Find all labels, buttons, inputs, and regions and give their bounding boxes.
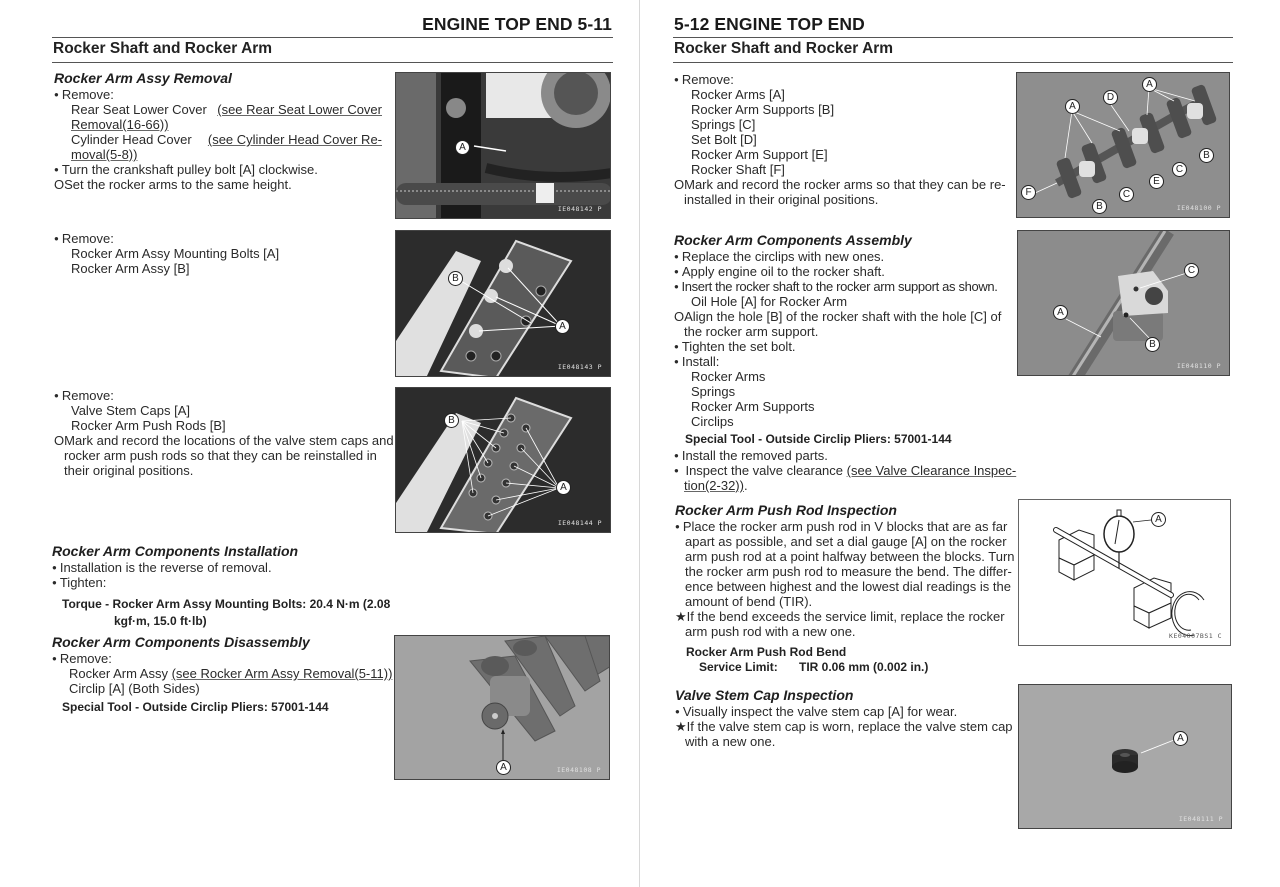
step-bullet: ● Tighten the set bolt. — [674, 339, 1004, 354]
step-bullet: ● Tighten: — [52, 575, 392, 590]
step-item: Circlip [A] (Both Sides) — [69, 681, 200, 696]
spec-row — [675, 660, 1005, 675]
callout-e: E — [1149, 174, 1164, 189]
note-line: OSet the rocker arms to the same height. — [54, 177, 292, 192]
callout-c: C — [1119, 187, 1134, 202]
figure-valve-caps-push-rods — [395, 387, 611, 533]
note-line: their original positions. — [64, 463, 194, 478]
photo-valve-train — [396, 388, 611, 533]
section-heading: Rocker Arm Components Disassembly — [52, 634, 310, 650]
callout-b: B — [444, 413, 459, 428]
step-item: Circlips — [691, 414, 734, 429]
step-item: tion(2-32)). — [684, 478, 748, 493]
step-bullet: ● Remove: — [54, 87, 382, 102]
star-note: ★If the valve stem cap is worn, replace the valve stem cap — [675, 719, 1013, 734]
step-item: Rocker Arm Assy (see Rocker Arm Assy Removal(5-11)) — [69, 666, 393, 681]
paragraph-line: apart as possible, and set a dial gauge [A] on the rocker — [685, 534, 1007, 549]
callout-a: A — [1142, 77, 1157, 92]
figure-id: IE048143 P — [557, 363, 602, 371]
section-heading: Rocker Arm Components Installation — [52, 543, 299, 559]
callout-b: B — [1092, 199, 1107, 214]
callout-c: C — [1172, 162, 1187, 177]
push-rod-inspection-section — [675, 502, 1015, 675]
step-item: Rocker Shaft [F] — [691, 162, 785, 177]
step-item: Valve Stem Caps [A] — [71, 403, 190, 418]
figure-circlip — [394, 635, 610, 780]
paragraph-line: ence between highest and the lowest dial readings is the — [685, 579, 1011, 594]
figure-rocker-shaft-parts — [1016, 72, 1230, 218]
figure-id: IE048108 P — [556, 766, 601, 774]
figure-id: KE04007BS1 C — [1169, 632, 1222, 640]
spec-label: Service Limit: — [699, 660, 778, 674]
components-disassembly-section — [52, 634, 392, 716]
callout-a: A — [1053, 305, 1068, 320]
figure-push-rod-bend-diagram — [1018, 499, 1231, 646]
note-line: OMark and record the locations of the valve stem caps and — [54, 433, 394, 448]
cross-reference-link[interactable]: (see Cylinder Head Cover Re- — [207, 132, 382, 147]
note-line: the rocker arm support. — [684, 324, 819, 339]
step-bullet: ● Apply engine oil to the rocker shaft. — [674, 264, 1004, 279]
figure-id: IE048111 P — [1178, 815, 1223, 823]
figure-id: IE048110 P — [1176, 362, 1221, 370]
callout-a: A — [555, 319, 570, 334]
paragraph-line: amount of bend (TIR). — [685, 594, 813, 609]
page-header: ENGINE TOP END 5-11 — [422, 14, 612, 34]
step-item: Cylinder Head Cover (see Cylinder Head Cover Re- — [71, 132, 382, 147]
callout-a: A — [1151, 512, 1166, 527]
step-item: Rocker Arm Support [E] — [691, 147, 828, 162]
step-bullet: ● Remove: — [674, 72, 1004, 87]
step-bullet: ● Remove: — [54, 388, 382, 403]
paragraph-line: the rocker arm push rod to measure the bend. The differ- — [685, 564, 1012, 579]
figure-id: IE048144 P — [557, 519, 602, 527]
star-note: arm push rod with a new one. — [685, 624, 856, 639]
section-heading: Rocker Arm Push Rod Inspection — [675, 502, 897, 518]
right-page — [640, 0, 1280, 887]
special-tool: Special Tool - Outside Circlip Pliers: 57001-144 — [685, 432, 952, 446]
step-item: Rocker Arm Assy Mounting Bolts [A] — [71, 246, 280, 261]
star-note: ★If the bend exceeds the service limit, replace the rocker — [675, 609, 1005, 624]
callout-a: A — [455, 140, 470, 155]
cross-reference-link[interactable]: (see Valve Clearance Inspec- — [846, 463, 1017, 478]
cross-reference-link[interactable]: moval(5-8)) — [71, 147, 138, 162]
spec-value: TIR 0.06 mm (0.002 in.) — [799, 660, 929, 674]
step-bullet: ● Turn the crankshaft pulley bolt [A] clockwise. — [54, 162, 382, 177]
figure-valve-stem-cap — [1018, 684, 1232, 829]
photo-cylinder-head — [396, 231, 611, 377]
step-item: Rocker Arm Supports [B] — [691, 102, 835, 117]
callout-a: A — [496, 760, 511, 775]
cross-reference-link[interactable]: (see Rocker Arm Assy Removal(5-11)) — [171, 666, 393, 681]
torque-spec: Torque - Rocker Arm Assy Mounting Bolts: 20.4 N·m (2.08 — [62, 597, 391, 611]
callout-b: B — [448, 271, 463, 286]
step-item: Rocker Arm Assy [B] — [71, 261, 190, 276]
callout-c: C — [1184, 263, 1199, 278]
callout-a: A — [1173, 731, 1188, 746]
special-tool: Special Tool - Outside Circlip Pliers: 57001-144 — [62, 700, 329, 714]
section-heading: Valve Stem Cap Inspection — [675, 687, 854, 703]
step-bullet: ● Remove: — [52, 651, 392, 666]
section-heading: Rocker Arm Components Assembly — [674, 232, 912, 248]
components-installation-section — [52, 543, 392, 630]
torque-spec: kgf·m, 15.0 ft·lb) — [114, 614, 207, 628]
step-item: Springs — [691, 384, 736, 399]
step-bullet: ● Remove: — [54, 231, 382, 246]
figure-mounting-bolts — [395, 230, 611, 377]
remove-caps-section — [54, 388, 394, 478]
step-item: Rear Seat Lower Cover (see Rear Seat Lower Cover — [71, 102, 382, 117]
note-line: installed in their original positions. — [684, 192, 879, 207]
step-item: Oil Hole [A] for Rocker Arm — [691, 294, 848, 309]
figure-id: IE048100 P — [1176, 204, 1221, 212]
note-line: OAlign the hole [B] of the rocker shaft with the hole [C] of — [674, 309, 1002, 324]
header-rule — [52, 37, 613, 38]
remove-bolts-section — [54, 231, 382, 276]
step-item: Rocker Arms — [691, 369, 766, 384]
callout-b: B — [1145, 337, 1160, 352]
photo-valve-stem-cap — [1019, 685, 1232, 829]
step-item: Rocker Arm Supports — [691, 399, 815, 414]
components-assembly-section — [674, 232, 1017, 493]
step-bullet: ● Installation is the reverse of removal. — [52, 560, 392, 575]
figure-rocker-arm-support — [1017, 230, 1230, 376]
figure-crankshaft-pulley — [395, 72, 611, 219]
star-note: with a new one. — [685, 734, 776, 749]
step-item: Rocker Arm Push Rods [B] — [71, 418, 226, 433]
photo-engine-pulley — [396, 73, 611, 219]
step-bullet: ● Replace the circlips with new ones. — [674, 249, 1004, 264]
callout-a: A — [556, 480, 571, 495]
photo-rocker-arm-assy — [395, 636, 610, 780]
valve-stem-cap-section — [675, 687, 1015, 749]
cross-reference-link[interactable]: tion(2-32)) — [684, 478, 744, 493]
note-line: OMark and record the rocker arms so that they can be re- — [674, 177, 1006, 192]
paragraph-line: ● Place the rocker arm push rod in V blocks that are as far — [675, 519, 1005, 534]
section-title: Rocker Shaft and Rocker Arm — [53, 40, 273, 57]
step-bullet: ● Install the removed parts. — [674, 448, 1004, 463]
step-bullet: ● Visually inspect the valve stem cap [A] for wear. — [675, 704, 1015, 719]
remove-section — [674, 72, 1004, 207]
step-item: Springs [C] — [691, 117, 756, 132]
callout-b: B — [1199, 148, 1214, 163]
callout-d: D — [1103, 90, 1118, 105]
cross-reference-link[interactable]: (see Rear Seat Lower Cover — [217, 102, 382, 117]
cross-reference-link[interactable]: Removal(16-66)) — [71, 117, 169, 132]
figure-id: IE048142 P — [557, 205, 602, 213]
spec-title: Rocker Arm Push Rod Bend — [686, 645, 847, 659]
photo-rocker-support — [1018, 231, 1230, 376]
section-rule — [673, 62, 1233, 63]
paragraph-line: arm push rod at a point halfway between the blocks. Turn — [685, 549, 1015, 564]
step-bullet: ● Install: — [674, 354, 1004, 369]
header-rule — [673, 37, 1233, 38]
section-rule — [52, 62, 613, 63]
step-bullet: ● Inspect the valve clearance (see Valve Clearance Inspec- — [674, 463, 1004, 478]
step-item: Rocker Arms [A] — [691, 87, 785, 102]
callout-f: F — [1021, 185, 1036, 200]
note-line: rocker arm push rods so that they can be reinstalled in — [64, 448, 377, 463]
callout-a: A — [1065, 99, 1080, 114]
diagram-v-blocks-dial-gauge — [1019, 500, 1231, 646]
step-bullet: ● Insert the rocker shaft to the rocker arm support as shown. — [674, 279, 1004, 294]
page-header: 5-12 ENGINE TOP END — [674, 14, 865, 34]
section-heading: Rocker Arm Assy Removal — [54, 70, 232, 86]
assy-removal-section — [54, 70, 382, 192]
section-title: Rocker Shaft and Rocker Arm — [674, 40, 894, 57]
step-item: Set Bolt [D] — [691, 132, 757, 147]
